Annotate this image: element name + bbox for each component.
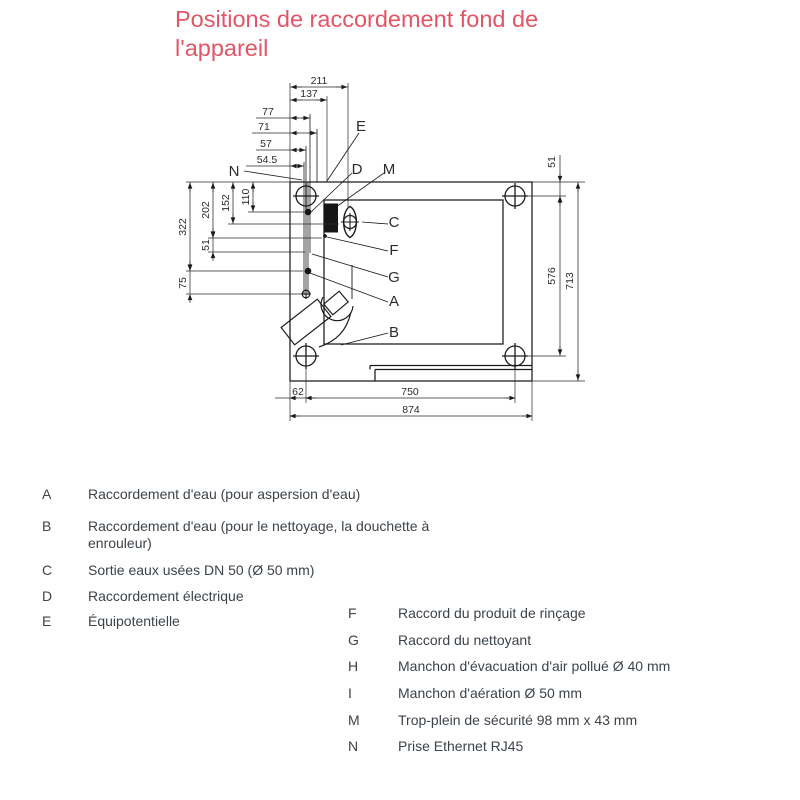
legend-text-g: Raccord du nettoyant bbox=[398, 632, 532, 648]
legend-item-d bbox=[42, 588, 244, 605]
dimension-texts bbox=[177, 75, 576, 416]
legend-text-f: Raccord du produit de rinçage bbox=[398, 605, 586, 621]
legend-item-m bbox=[348, 712, 637, 729]
page-title-line2: l'appareil bbox=[175, 35, 269, 62]
dim-152: 152 bbox=[220, 194, 232, 212]
dim-77: 77 bbox=[262, 106, 274, 118]
label-f: F bbox=[389, 242, 399, 259]
dim-51-left: 51 bbox=[200, 239, 212, 251]
legend-key-a: A bbox=[42, 486, 52, 502]
legend-item-g bbox=[348, 632, 531, 649]
rinse-point bbox=[323, 234, 327, 238]
label-g: G bbox=[388, 269, 400, 286]
legend-key-f: F bbox=[348, 605, 357, 621]
legend-key-e: E bbox=[42, 613, 52, 629]
label-b: B bbox=[388, 324, 400, 341]
dim-57: 57 bbox=[260, 138, 272, 150]
dim-51-right: 51 bbox=[546, 156, 558, 168]
legend-text-m: Trop-plein de sécurité 98 mm x 43 mm bbox=[398, 712, 638, 728]
legend-text-b: Raccordement d'eau (pour le nettoyage, la douchette à enrouleur) bbox=[88, 518, 430, 552]
legend-item-b bbox=[42, 518, 460, 553]
dim-713: 713 bbox=[564, 272, 576, 290]
legend-text-e: Équipotentielle bbox=[88, 613, 180, 629]
label-n: N bbox=[228, 163, 240, 180]
legend-text-a: Raccordement d'eau (pour aspersion d'eau) bbox=[88, 486, 361, 502]
legend-text-c: Sortie eaux usées DN 50 (Ø 50 mm) bbox=[88, 562, 315, 578]
dim-110: 110 bbox=[240, 188, 252, 206]
dim-750: 750 bbox=[401, 386, 419, 398]
dim-75: 75 bbox=[177, 277, 189, 289]
legend-text-d: Raccordement électrique bbox=[88, 588, 244, 604]
legend-item-n bbox=[348, 738, 523, 755]
label-m: M bbox=[382, 161, 396, 178]
label-d: D bbox=[351, 161, 363, 178]
mounting-hole bbox=[293, 343, 319, 369]
dim-54-5: 54.5 bbox=[256, 154, 278, 166]
dim-576: 576 bbox=[546, 267, 558, 285]
legend-key-n: N bbox=[348, 738, 359, 754]
label-e: E bbox=[355, 118, 367, 135]
dim-71: 71 bbox=[258, 121, 270, 133]
legend-item-e bbox=[42, 613, 180, 630]
dim-202: 202 bbox=[200, 201, 212, 219]
hose-reel bbox=[281, 265, 353, 347]
legend-right-column bbox=[348, 605, 768, 765]
label-a: A bbox=[388, 293, 400, 310]
legend-key-m: M bbox=[348, 712, 360, 728]
legend-key-b: B bbox=[42, 518, 52, 534]
legend-key-d: D bbox=[42, 588, 53, 604]
electrical-point bbox=[305, 209, 312, 216]
legend-item-f bbox=[348, 605, 586, 622]
legend-key-h: H bbox=[348, 658, 359, 674]
label-c: C bbox=[388, 214, 400, 231]
dim-211: 211 bbox=[310, 75, 328, 87]
connection-features bbox=[281, 114, 359, 347]
dim-874: 874 bbox=[402, 404, 420, 416]
legend-text-i: Manchon d'aération Ø 50 mm bbox=[398, 685, 582, 701]
legend-item-c bbox=[42, 562, 314, 579]
dimension-lines bbox=[190, 87, 578, 416]
dim-62: 62 bbox=[292, 386, 304, 398]
legend-text-h: Manchon d'évacuation d'air pollué Ø 40 mm bbox=[398, 658, 671, 674]
extension-lines bbox=[186, 83, 585, 421]
water-point-b bbox=[301, 289, 311, 299]
legend-key-i: I bbox=[348, 685, 352, 701]
overflow-block bbox=[324, 204, 339, 233]
page-title-line1: Positions de raccordement fond de bbox=[175, 6, 539, 32]
legend-key-c: C bbox=[42, 562, 53, 578]
legend-key-g: G bbox=[348, 632, 359, 648]
legend-item-h bbox=[348, 658, 670, 675]
dim-137: 137 bbox=[300, 88, 318, 100]
mounting-hole bbox=[502, 183, 528, 209]
drain-outlet bbox=[341, 207, 359, 238]
legend-text-n: Prise Ethernet RJ45 bbox=[398, 738, 524, 754]
legend-item-a bbox=[42, 486, 360, 503]
dim-322: 322 bbox=[177, 218, 189, 236]
legend-item-i bbox=[348, 685, 582, 702]
point-labels bbox=[229, 118, 400, 341]
